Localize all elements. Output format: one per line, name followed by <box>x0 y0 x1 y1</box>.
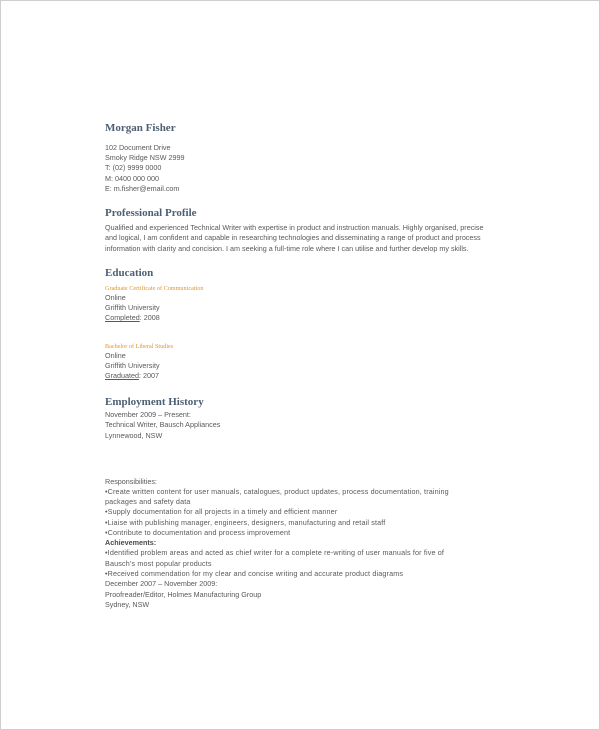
institution: Griffith University <box>105 303 160 312</box>
responsibility-item: •Liaise with publishing manager, engineers, designers, manufacturing and retail staff <box>105 518 386 527</box>
profile-line-3: information with clarity and concision. I am seeking a full-time role where I can utilise and further develop my skills. <box>105 244 469 253</box>
phone: T: (02) 9999 0000 <box>105 163 162 172</box>
achievement-item: •Received commendation for my clear and concise writing and accurate product diagrams <box>105 569 404 578</box>
status-label: Graduated <box>105 371 139 380</box>
job-location: Lynnewood, NSW <box>105 431 163 440</box>
responsibility-item: •Supply documentation for all projects in a timely and efficient manner <box>105 507 338 516</box>
achievement-item: •Identified problem areas and acted as chief writer for a complete re-writing of user manuals for five of <box>105 548 445 557</box>
achievement-item: Bausch’s most popular products <box>105 559 212 568</box>
mobile: M: 0400 000 000 <box>105 174 159 183</box>
email: E: m.fisher@email.com <box>105 184 180 193</box>
profile-line-1: Qualified and experienced Technical Writer with expertise in product and instruction manuals. Highly organised, precise <box>105 223 484 232</box>
profile-heading: Professional Profile <box>105 207 197 219</box>
status-separator: : <box>139 313 144 322</box>
job-dates: November 2009 – Present: <box>105 410 191 419</box>
status-label: Completed <box>105 313 140 322</box>
completion-status <box>105 313 160 323</box>
candidate-name: Morgan Fisher <box>105 122 176 134</box>
address-line-1: 102 Document Drive <box>105 143 171 152</box>
status-year: 2007 <box>142 371 159 380</box>
responsibility-item: •Contribute to documentation and process improvement <box>105 528 291 537</box>
profile-line-2: and logical, I am confident and capable in researching technologies and disseminating a range of product and process <box>105 233 481 242</box>
study-mode: Online <box>105 351 126 360</box>
institution: Griffith University <box>105 361 160 370</box>
completion-status <box>105 371 159 381</box>
address-line-2: Smoky Ridge NSW 2999 <box>105 153 185 162</box>
achievements-label: Achievements: <box>105 538 157 547</box>
job-role: Proofreader/Editor, Holmes Manufacturing Group <box>105 590 262 599</box>
employment-heading: Employment History <box>105 396 204 408</box>
responsibility-item: •Create written content for user manuals, catalogues, product updates, process documentation, training <box>105 487 449 496</box>
job-role: Technical Writer, Bausch Appliances <box>105 420 221 429</box>
degree-title: Graduate Certificate of Communication <box>105 285 204 292</box>
job-dates: December 2007 – November 2009: <box>105 579 218 588</box>
status-separator: : <box>138 371 143 380</box>
status-year: 2008 <box>143 313 160 322</box>
responsibility-item: packages and safety data <box>105 497 191 506</box>
job-location: Sydney, NSW <box>105 600 150 609</box>
degree-title: Bachelor of Liberal Studies <box>105 343 174 350</box>
study-mode: Online <box>105 293 126 302</box>
responsibilities-label: Responsibilities: <box>105 477 157 486</box>
education-heading: Education <box>105 267 154 279</box>
